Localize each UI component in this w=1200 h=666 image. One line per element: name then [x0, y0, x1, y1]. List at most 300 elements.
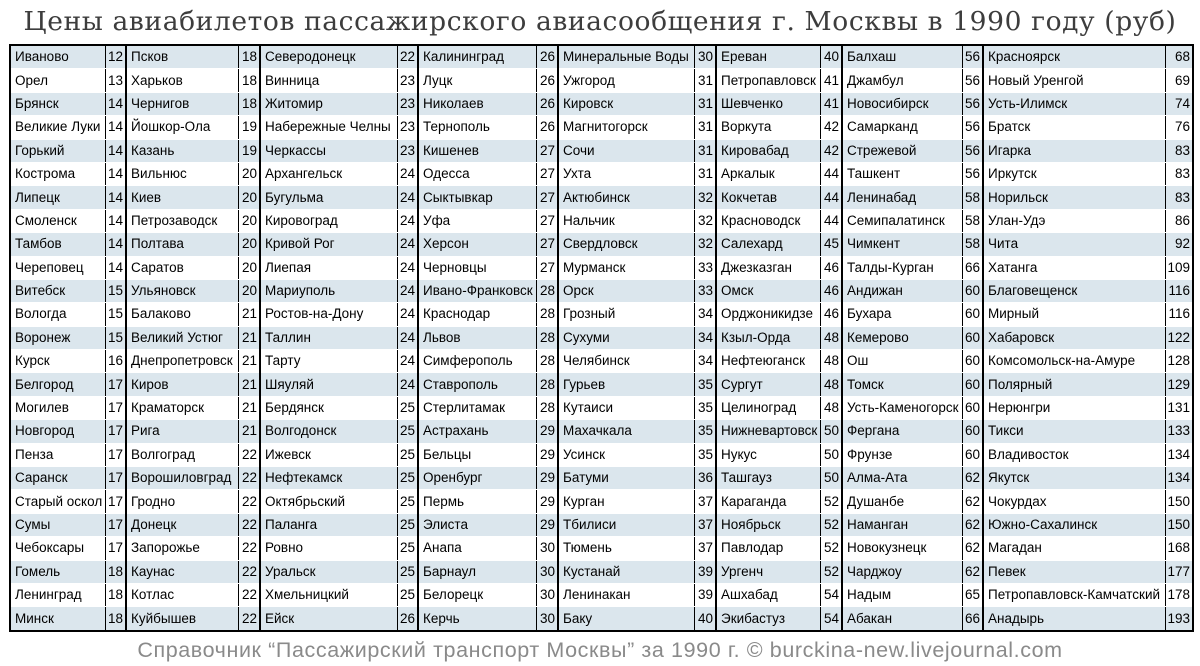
fare-price: 14 — [105, 162, 126, 185]
city-name: Оренбург — [418, 467, 536, 490]
city-name: Петропавловск-Камчатский — [983, 583, 1165, 606]
city-name: Балхаш — [842, 45, 962, 69]
fare-price: 58 — [962, 186, 983, 209]
city-name: Тарту — [260, 350, 397, 373]
city-name: Кривой Рог — [260, 233, 397, 256]
table-row — [10, 45, 1193, 69]
fare-price: 65 — [962, 583, 983, 606]
table-row — [10, 92, 1193, 115]
fare-price: 15 — [105, 279, 126, 302]
fare-price: 44 — [820, 162, 842, 185]
fare-price: 12 — [105, 45, 126, 69]
fare-price: 22 — [238, 490, 260, 513]
city-name: Архангельск — [260, 162, 397, 185]
table-row — [10, 396, 1193, 419]
fare-price: 24 — [397, 162, 418, 185]
city-name: Салехард — [716, 233, 820, 256]
city-name: Мирный — [983, 303, 1165, 326]
fare-price: 42 — [820, 139, 842, 162]
fare-price: 46 — [820, 256, 842, 279]
city-name: Красноводск — [716, 209, 820, 232]
city-name: Житомир — [260, 92, 397, 115]
fare-price: 40 — [820, 45, 842, 69]
fare-price: 18 — [238, 69, 260, 92]
city-name: Братск — [983, 116, 1165, 139]
fare-price: 24 — [397, 303, 418, 326]
city-name: Запорожье — [126, 537, 238, 560]
fare-price: 54 — [820, 583, 842, 606]
fare-price: 28 — [536, 279, 558, 302]
city-name: Баку — [558, 607, 694, 631]
fare-price: 20 — [238, 209, 260, 232]
city-name: Симферополь — [418, 350, 536, 373]
city-name: Абакан — [842, 607, 962, 631]
fare-price: 116 — [1165, 303, 1193, 326]
fare-price: 116 — [1165, 279, 1193, 302]
fare-price: 60 — [962, 373, 983, 396]
city-name: Чебоксары — [10, 537, 105, 560]
fare-price: 17 — [105, 420, 126, 443]
fare-price: 56 — [962, 162, 983, 185]
city-name: Чита — [983, 233, 1165, 256]
city-name: Южно-Сахалинск — [983, 513, 1165, 536]
table-row — [10, 443, 1193, 466]
fare-price: 32 — [694, 186, 716, 209]
city-name: Ноябрьск — [716, 513, 820, 536]
city-name: Павлодар — [716, 537, 820, 560]
city-name: Тбилиси — [558, 513, 694, 536]
city-name: Гомель — [10, 560, 105, 583]
fare-price: 17 — [105, 443, 126, 466]
fare-price: 35 — [694, 396, 716, 419]
city-name: Актюбинск — [558, 186, 694, 209]
city-name: Улан-Удэ — [983, 209, 1165, 232]
fare-price: 18 — [238, 92, 260, 115]
fare-price: 25 — [397, 537, 418, 560]
fare-price: 30 — [694, 45, 716, 69]
city-name: Уфа — [418, 209, 536, 232]
fare-price: 22 — [238, 443, 260, 466]
city-name: Пермь — [418, 490, 536, 513]
fare-price: 150 — [1165, 513, 1193, 536]
fare-price: 18 — [105, 583, 126, 606]
fare-price: 35 — [694, 373, 716, 396]
fare-price: 28 — [536, 303, 558, 326]
fare-price: 36 — [694, 467, 716, 490]
table-row — [10, 186, 1193, 209]
fare-price: 83 — [1165, 162, 1193, 185]
city-name: Рига — [126, 420, 238, 443]
fare-price: 19 — [238, 139, 260, 162]
city-name: Норильск — [983, 186, 1165, 209]
fare-price: 193 — [1165, 607, 1193, 631]
city-name: Челябинск — [558, 350, 694, 373]
city-name: Певек — [983, 560, 1165, 583]
city-name: Гродно — [126, 490, 238, 513]
table-row — [10, 513, 1193, 536]
fare-price: 39 — [694, 583, 716, 606]
city-name: Йошкор-Ола — [126, 116, 238, 139]
fare-price: 56 — [962, 69, 983, 92]
table-row — [10, 467, 1193, 490]
city-name: Белгород — [10, 373, 105, 396]
city-name: Хабаровск — [983, 326, 1165, 349]
fare-price: 24 — [397, 186, 418, 209]
fare-price: 18 — [238, 45, 260, 69]
city-name: Орджоникидзе — [716, 303, 820, 326]
fare-price: 41 — [820, 69, 842, 92]
table-row — [10, 209, 1193, 232]
city-name: Волгоград — [126, 443, 238, 466]
city-name: Новый Уренгой — [983, 69, 1165, 92]
fare-price: 178 — [1165, 583, 1193, 606]
fare-price: 24 — [397, 279, 418, 302]
fare-price: 34 — [694, 350, 716, 373]
city-name: Николаев — [418, 92, 536, 115]
fare-price: 16 — [105, 350, 126, 373]
fare-price: 20 — [238, 233, 260, 256]
fare-price: 34 — [694, 303, 716, 326]
fare-price: 60 — [962, 350, 983, 373]
city-name: Якутск — [983, 467, 1165, 490]
table-row — [10, 537, 1193, 560]
fare-price: 27 — [536, 233, 558, 256]
fare-price: 14 — [105, 186, 126, 209]
city-name: Черкассы — [260, 139, 397, 162]
city-name: Сумы — [10, 513, 105, 536]
city-name: Калининград — [418, 45, 536, 69]
city-name: Комсомольск-на-Амуре — [983, 350, 1165, 373]
fare-price: 25 — [397, 467, 418, 490]
fare-price: 24 — [397, 256, 418, 279]
fare-price: 22 — [238, 607, 260, 631]
fare-price: 24 — [397, 350, 418, 373]
city-name: Иваново — [10, 45, 105, 69]
fare-price: 35 — [694, 443, 716, 466]
city-name: Грозный — [558, 303, 694, 326]
city-name: Воркута — [716, 116, 820, 139]
fare-price: 60 — [962, 303, 983, 326]
table-row — [10, 139, 1193, 162]
fare-price: 37 — [694, 513, 716, 536]
fare-price: 21 — [238, 303, 260, 326]
fare-price: 14 — [105, 92, 126, 115]
city-name: Волгодонск — [260, 420, 397, 443]
city-name: Липецк — [10, 186, 105, 209]
fare-price: 52 — [820, 537, 842, 560]
city-name: Нерюнгри — [983, 396, 1165, 419]
city-name: Псков — [126, 45, 238, 69]
fare-price: 26 — [536, 116, 558, 139]
city-name: Таллин — [260, 326, 397, 349]
fare-price: 27 — [536, 162, 558, 185]
fare-price: 27 — [536, 186, 558, 209]
city-name: Ашхабад — [716, 583, 820, 606]
fare-price: 25 — [397, 443, 418, 466]
city-name: Горький — [10, 139, 105, 162]
fare-price: 25 — [397, 490, 418, 513]
fare-price: 52 — [820, 560, 842, 583]
fare-price: 52 — [820, 490, 842, 513]
table-row — [10, 69, 1193, 92]
city-name: Ейск — [260, 607, 397, 631]
fare-price: 27 — [536, 256, 558, 279]
fare-price: 20 — [238, 186, 260, 209]
city-name: Сургут — [716, 373, 820, 396]
fare-price: 22 — [238, 467, 260, 490]
city-name: Барнаул — [418, 560, 536, 583]
city-name: Нукус — [716, 443, 820, 466]
fare-price: 41 — [820, 92, 842, 115]
table-row — [10, 116, 1193, 139]
fare-price: 14 — [105, 233, 126, 256]
fare-price: 62 — [962, 537, 983, 560]
page-title: Цены авиабилетов пассажирского авиасообщения г. Москвы в 1990 году (руб) — [23, 6, 1177, 37]
fare-price: 62 — [962, 467, 983, 490]
fare-price: 18 — [105, 607, 126, 631]
fare-price: 32 — [694, 233, 716, 256]
city-name: Харьков — [126, 69, 238, 92]
fare-price: 68 — [1165, 45, 1193, 69]
fare-price: 48 — [820, 373, 842, 396]
fare-price: 109 — [1165, 256, 1193, 279]
city-name: Минеральные Воды — [558, 45, 694, 69]
fare-price: 22 — [238, 560, 260, 583]
fare-price: 134 — [1165, 467, 1193, 490]
city-name: Минск — [10, 607, 105, 631]
city-name: Одесса — [418, 162, 536, 185]
fare-price: 17 — [105, 373, 126, 396]
fare-price: 31 — [694, 139, 716, 162]
city-name: Ташгауз — [716, 467, 820, 490]
city-name: Шевченко — [716, 92, 820, 115]
city-name: Ульяновск — [126, 279, 238, 302]
fare-price: 13 — [105, 69, 126, 92]
city-name: Череповец — [10, 256, 105, 279]
city-name: Игарка — [983, 139, 1165, 162]
table-row — [10, 162, 1193, 185]
city-name: Гурьев — [558, 373, 694, 396]
city-name: Керчь — [418, 607, 536, 631]
fare-price: 83 — [1165, 139, 1193, 162]
city-name: Винница — [260, 69, 397, 92]
city-name: Ленинабад — [842, 186, 962, 209]
city-name: Нижневартовск — [716, 420, 820, 443]
fare-price: 29 — [536, 490, 558, 513]
city-name: Стрежевой — [842, 139, 962, 162]
city-name: Тернополь — [418, 116, 536, 139]
fare-price: 20 — [238, 279, 260, 302]
city-name: Экибастуз — [716, 607, 820, 631]
fare-price: 25 — [397, 560, 418, 583]
city-name: Алма-Ата — [842, 467, 962, 490]
city-name: Каунас — [126, 560, 238, 583]
fare-price: 177 — [1165, 560, 1193, 583]
city-name: Бельцы — [418, 443, 536, 466]
city-name: Шяуляй — [260, 373, 397, 396]
city-name: Великие Луки — [10, 116, 105, 139]
city-name: Астрахань — [418, 420, 536, 443]
city-name: Усинск — [558, 443, 694, 466]
city-name: Кемерово — [842, 326, 962, 349]
fare-price: 83 — [1165, 186, 1193, 209]
city-name: Саранск — [10, 467, 105, 490]
city-name: Курган — [558, 490, 694, 513]
city-name: Нальчик — [558, 209, 694, 232]
city-name: Джамбул — [842, 69, 962, 92]
fare-price: 66 — [962, 607, 983, 631]
fare-price: 22 — [238, 583, 260, 606]
city-name: Андижан — [842, 279, 962, 302]
city-name: Нефтеюганск — [716, 350, 820, 373]
city-name: Луцк — [418, 69, 536, 92]
fare-price: 30 — [536, 583, 558, 606]
fare-price: 50 — [820, 420, 842, 443]
city-name: Душанбе — [842, 490, 962, 513]
city-name: Сухуми — [558, 326, 694, 349]
city-name: Днепропетровск — [126, 350, 238, 373]
city-name: Чимкент — [842, 233, 962, 256]
fare-price: 62 — [962, 513, 983, 536]
fare-price: 26 — [397, 607, 418, 631]
table-row — [10, 420, 1193, 443]
fare-price: 31 — [694, 162, 716, 185]
city-name: Полтава — [126, 233, 238, 256]
city-name: Кировабад — [716, 139, 820, 162]
fare-price: 24 — [397, 326, 418, 349]
city-name: Кировск — [558, 92, 694, 115]
fare-price: 25 — [397, 420, 418, 443]
city-name: Краматорск — [126, 396, 238, 419]
fare-price: 31 — [694, 116, 716, 139]
fare-price: 27 — [536, 139, 558, 162]
fare-price: 23 — [397, 139, 418, 162]
city-name: Омск — [716, 279, 820, 302]
city-name: Пенза — [10, 443, 105, 466]
fare-price: 22 — [238, 537, 260, 560]
fare-price: 28 — [536, 350, 558, 373]
city-name: Котлас — [126, 583, 238, 606]
fare-price: 21 — [238, 373, 260, 396]
fare-price: 22 — [397, 45, 418, 69]
table-row — [10, 560, 1193, 583]
city-name: Киров — [126, 373, 238, 396]
city-name: Ош — [842, 350, 962, 373]
fare-price: 28 — [536, 373, 558, 396]
city-name: Херсон — [418, 233, 536, 256]
city-name: Белорецк — [418, 583, 536, 606]
fare-price: 60 — [962, 326, 983, 349]
fare-price: 25 — [397, 583, 418, 606]
table-row — [10, 373, 1193, 396]
city-name: Ворошиловград — [126, 467, 238, 490]
fare-price: 32 — [694, 209, 716, 232]
city-name: Фрунзе — [842, 443, 962, 466]
fare-price: 56 — [962, 92, 983, 115]
city-name: Наманган — [842, 513, 962, 536]
fare-price: 14 — [105, 209, 126, 232]
fare-price: 35 — [694, 420, 716, 443]
city-name: Анадырь — [983, 607, 1165, 631]
city-name: Аркалык — [716, 162, 820, 185]
city-name: Кировоград — [260, 209, 397, 232]
fare-price: 26 — [536, 92, 558, 115]
fare-price: 46 — [820, 303, 842, 326]
fare-price: 17 — [105, 537, 126, 560]
fare-price: 56 — [962, 116, 983, 139]
fare-price: 26 — [536, 69, 558, 92]
city-name: Черновцы — [418, 256, 536, 279]
city-name: Бугульма — [260, 186, 397, 209]
table-row — [10, 326, 1193, 349]
fare-price: 50 — [820, 467, 842, 490]
fare-price: 62 — [962, 560, 983, 583]
fare-price: 14 — [105, 116, 126, 139]
table-row — [10, 350, 1193, 373]
fare-price: 31 — [694, 92, 716, 115]
city-name: Кзыл-Орда — [716, 326, 820, 349]
fare-price: 44 — [820, 209, 842, 232]
city-name: Кокчетав — [716, 186, 820, 209]
city-name: Витебск — [10, 279, 105, 302]
fare-price: 60 — [962, 396, 983, 419]
fare-price: 92 — [1165, 233, 1193, 256]
city-name: Ленинакан — [558, 583, 694, 606]
city-name: Ставрополь — [418, 373, 536, 396]
fare-price: 54 — [820, 607, 842, 631]
fare-price: 52 — [820, 513, 842, 536]
fare-price: 60 — [962, 420, 983, 443]
city-name: Ургенч — [716, 560, 820, 583]
fare-price: 29 — [536, 513, 558, 536]
city-name: Мариуполь — [260, 279, 397, 302]
fare-price: 15 — [105, 326, 126, 349]
city-name: Хатанга — [983, 256, 1165, 279]
fare-price: 20 — [238, 162, 260, 185]
city-name: Магнитогорск — [558, 116, 694, 139]
city-name: Новокузнецк — [842, 537, 962, 560]
city-name: Тикси — [983, 420, 1165, 443]
city-name: Усть-Илимск — [983, 92, 1165, 115]
fare-price: 40 — [694, 607, 716, 631]
city-name: Донецк — [126, 513, 238, 536]
city-name: Ереван — [716, 45, 820, 69]
fare-price: 150 — [1165, 490, 1193, 513]
fare-price: 33 — [694, 256, 716, 279]
city-name: Талды-Курган — [842, 256, 962, 279]
city-name: Паланга — [260, 513, 397, 536]
city-name: Тамбов — [10, 233, 105, 256]
fare-price: 74 — [1165, 92, 1193, 115]
fare-price: 30 — [536, 560, 558, 583]
fare-price: 23 — [397, 92, 418, 115]
city-name: Целиноград — [716, 396, 820, 419]
fare-price: 56 — [962, 139, 983, 162]
fare-price: 134 — [1165, 443, 1193, 466]
city-name: Северодонецк — [260, 45, 397, 69]
city-name: Краснодар — [418, 303, 536, 326]
fare-price: 48 — [820, 326, 842, 349]
fare-price: 27 — [536, 209, 558, 232]
fare-price: 56 — [962, 45, 983, 69]
city-name: Старый оскол — [10, 490, 105, 513]
fare-price: 22 — [238, 513, 260, 536]
fare-price: 66 — [962, 256, 983, 279]
city-name: Нефтекамск — [260, 467, 397, 490]
city-name: Благовещенск — [983, 279, 1165, 302]
city-name: Усть-Каменогорск — [842, 396, 962, 419]
fare-price: 122 — [1165, 326, 1193, 349]
